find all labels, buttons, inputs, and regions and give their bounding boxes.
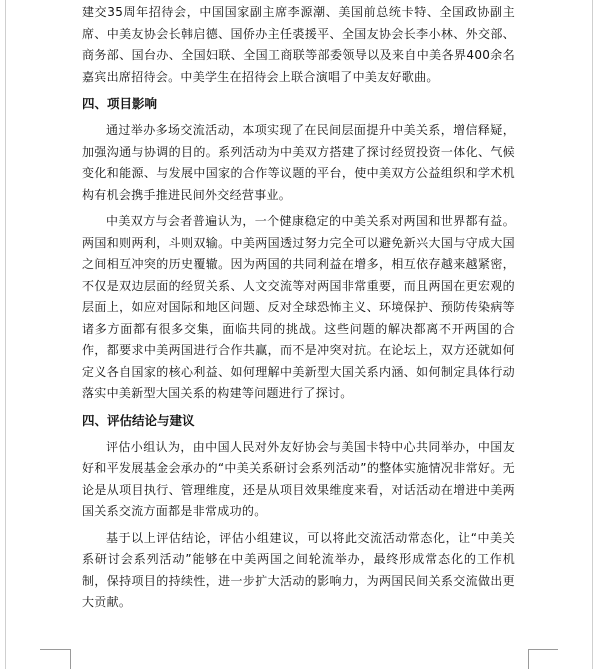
crop-mark-bottom-right-vertical [528, 649, 529, 669]
paragraph-recommendation: 基于以上评估结论，评估小组建议，可以将此交流活动常态化，让“中美关系研讨会系列活动”能够在中美两国之间轮流举办，最终形成常态化的工作机制，保持项目的持续性，进一步扩大活动的影响力，为两国民间关系交流做出更大贡献。 [82, 530, 515, 609]
crop-mark-bottom-right [528, 649, 558, 650]
paragraph-evaluation: 评估小组认为，由中国人民对外友好协会与美国卡特中心共同举办，中国友好和平发展基金会承办的“中美关系研讨会系列活动”的整体实施情况非常好。无论是从项目执行、管理维度，还是从项目效果维度来看，对话活动在增进中美两国关系交流方面都是非常成功的。 [82, 439, 515, 518]
heading-evaluation-conclusion: 四、评估结论与建议 [82, 412, 195, 428]
document-body [82, 2, 515, 614]
page-edge-right [592, 0, 593, 669]
crop-mark-bottom-left [40, 649, 70, 650]
crop-mark-bottom-left-vertical [70, 649, 71, 669]
paragraph-consensus: 中美双方与会者普遍认为，一个健康稳定的中美关系对两国和世界都有益。两国和则两利，斗则双输。中美两国透过努力完全可以避免新兴大国与守成大国之间相互冲突的历史覆辙。因为两国的共同利益在增多，相互依存越来越紧密，不仅是双边层面的经贸关系、人文交流等对两国非常重要，而且两国在更宏观的层面上，如应对国际和地区问题、反对全球恐怖主义、环境保护、预防传染病等诸多方面都有很多交集，面临共同的挑战。这些问题的解决都离不开两国的合作，都要求中美两国进行合作共赢，而不是冲突对抗。在论坛上，双方还就如何定义各自国家的核心利益、如何理解中美新型大国关系内涵、如何制定具体行动落实中美新型大国关系的构建等问题进行了探讨。 [82, 214, 515, 400]
paragraph-impact-summary: 通过举办多场交流活动，本项实现了在民间层面提升中美关系，增信释疑，加强沟通与协调的目的。系列活动为中美双方搭建了探讨经贸投资一体化、气候变化和能源、与发展中国家的合作等议题的平台，使中美双方公益组织和学术机构有机会携手推进民间外交经营事业。 [82, 123, 515, 202]
paragraph-reception: 建交35周年招待会，中国国家副主席李源潮、美国前总统卡特、全国政协副主席、中美友协会长韩启德、国侨办主任裘援平、全国友协会长李小林、外交部、商务部、国台办、全国妇联、全国工商联等部委领导以及来自中美各界400余名嘉宾出席招待会。中美学生在招待会上联合演唱了中美友好歌曲。 [82, 5, 515, 84]
page-edge-left [5, 0, 6, 669]
heading-project-impact: 四、项目影响 [82, 96, 158, 111]
